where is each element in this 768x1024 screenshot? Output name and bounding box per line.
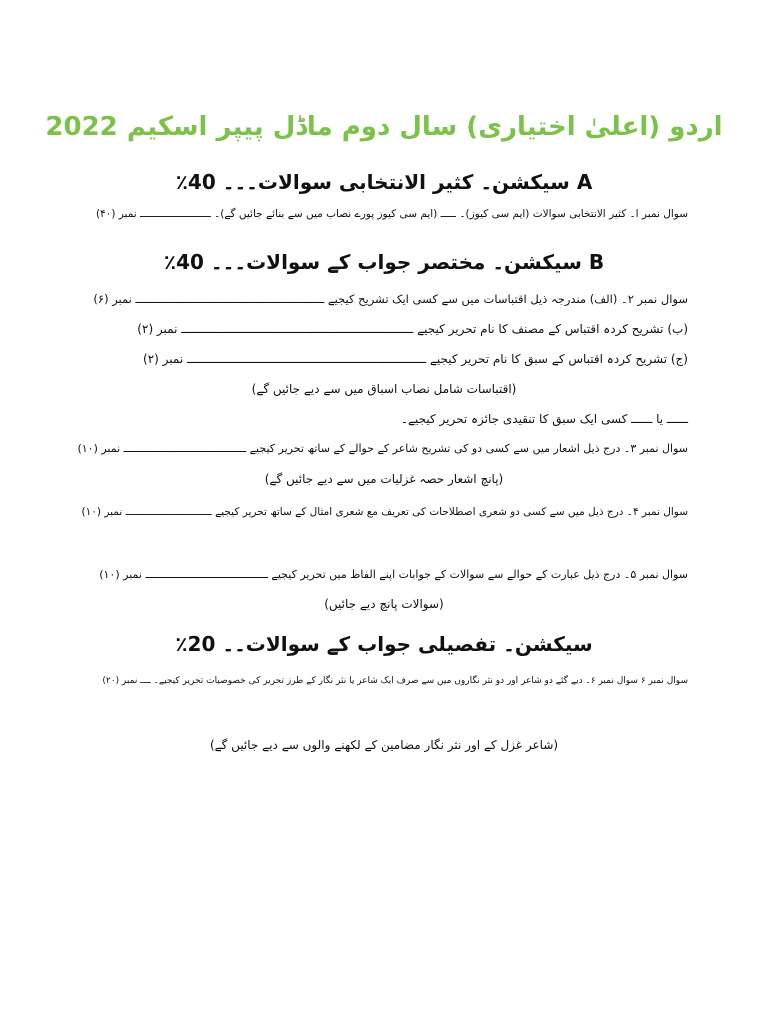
- question-6: سوال نمبر ۶ سوال نمبر ۶۔ دیے گئے دو شاعر اور دو نثر نگاروں میں سے صرف ایک شاعر یا نثر نگار کے طرز تحریر کی خصوصیات تحریر کیجیے۔ ــــ نمبر (۲۰): [102, 676, 688, 686]
- or-line: ــــــ یا ــــــ کسی ایک سبق کا تنقیدی جائزہ تحریر کیجیے۔: [400, 412, 688, 426]
- document-title: اردو (اعلیٰ اختیاری) سال دوم ماڈل پیپر اسکیم 2022: [45, 112, 723, 142]
- question-2c: (ج) تشریح کردہ اقتباس کے سبق کا نام تحریر کیجیے ــــــــــــــــــــــــــــــــــــــــــــــــــــــــــــــــــــ نمبر (۲): [143, 352, 688, 366]
- question-3: سوال نمبر ۳۔ درج ذیل اشعار میں سے کسی دو کی تشریح شاعر کے حوالے کے ساتھ تحریر کیجیے ــــــــــــــــــــــــــــــــــــــ نمبر (۱۰): [77, 442, 688, 455]
- section-c-heading: سیکشن۔ تفصیلی جواب کے سوالات۔۔ 20٪: [175, 632, 593, 656]
- question-5-note: (سوالات پانچ دیے جائیں): [324, 597, 444, 611]
- section-a-heading: A سیکشن۔ کثیر الانتخابی سوالات۔۔۔ 40٪: [175, 170, 593, 194]
- section-b-heading: B سیکشن۔ مختصر جواب کے سوالات۔۔۔ 40٪: [163, 250, 605, 274]
- question-2-note: (اقتباسات شامل نصاب اسباق میں سے دیے جائیں گے): [251, 382, 517, 396]
- question-3-note: (پانچ اشعار حصہ غزلیات میں سے دیے جائیں گے): [264, 472, 504, 486]
- question-2a: سوال نمبر ۲۔ (الف) مندرجہ ذیل اقتباسات میں سے کسی ایک تشریح کیجیے ــــــــــــــــــــــــــــــــــــــــــــــــــــــــ نمبر (۶): [93, 292, 688, 306]
- question-4: سوال نمبر ۴۔ درج ذیل میں سے کسی دو شعری اصطلاحات کی تعریف مع شعری امثال کے ساتھ تحریر کیجیے ــــــــــــــــــــــــــــ نمبر (۱۰): [81, 506, 688, 518]
- question-2b: (ب) تشریح کردہ اقتباس کے مصنف کا نام تحریر کیجیے ــــــــــــــــــــــــــــــــــــــــــــــــــــــــــــــــــ نمبر (۲): [137, 322, 688, 336]
- question-6-note: (شاعر غزل کے اور نثر نگار مضامین کے لکھنے والوں سے دیے جائیں گے): [209, 738, 559, 752]
- question-5: سوال نمبر ۵۔ درج ذیل عبارت کے حوالے سے سوالات کے جوابات اپنے الفاظ میں تحریر کیجیے ــــــــــــــــــــــــــــــــــــــ نمبر (۱۰): [99, 568, 688, 581]
- question-1: سوال نمبر ا۔ کثیر الانتخابی سوالات (ایم سی کیوز)۔ ـــــ (ایم سی کیوز پورے نصاب میں سے بنائے جائیں گے)۔ ـــــــــــــــــــــــ نمبر (۴۰): [95, 208, 688, 220]
